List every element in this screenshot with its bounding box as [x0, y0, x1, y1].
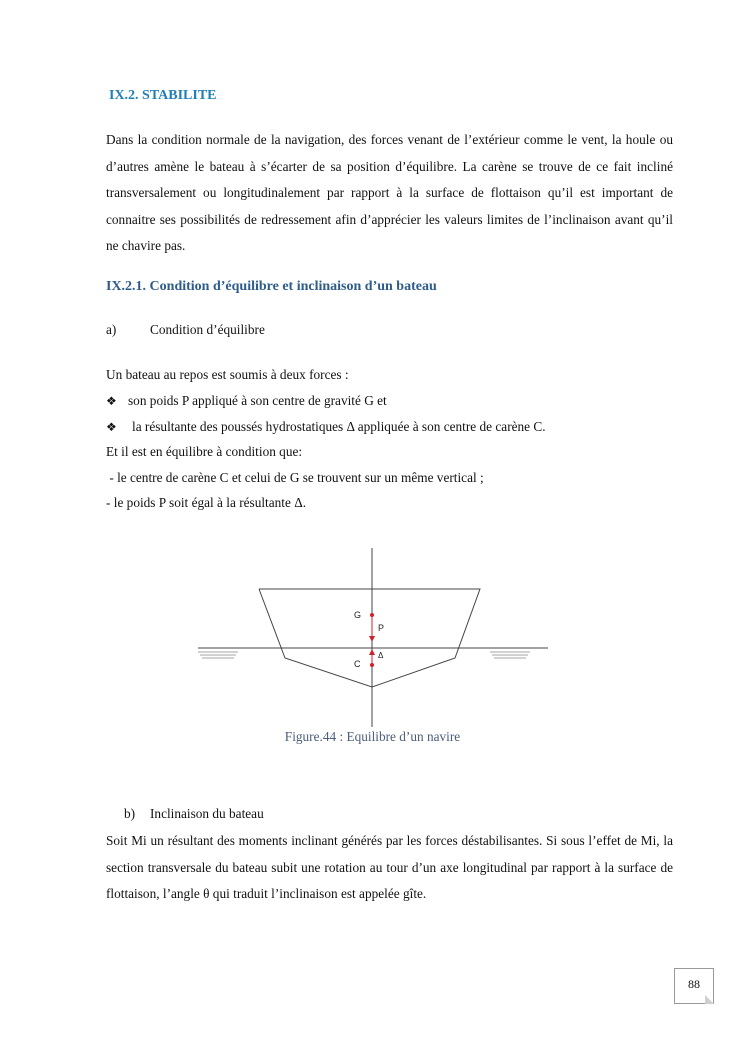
label-delta: Δ	[378, 651, 384, 660]
bullet-text: la résultante des poussés hydrostatiques Δ appliquée à son centre de carène C.	[132, 419, 546, 434]
condition-intro: Et il est en équilibre à condition que:	[106, 444, 303, 459]
page-number: 88	[688, 977, 700, 991]
bullet-item	[106, 419, 546, 435]
label-p: P	[378, 623, 385, 633]
buoyancy-center-point	[370, 663, 374, 667]
bullet-item	[106, 393, 387, 409]
item-a-text: Condition d’équilibre	[150, 322, 265, 337]
water-hatch-right	[490, 652, 530, 658]
buoyancy-arrow-head	[369, 649, 375, 655]
figure-caption: Figure.44 : Equilibre d’un navire	[284, 729, 461, 744]
item-a-label: a)	[106, 322, 117, 337]
bullet-text: son poids P appliqué à son centre de gravité G et	[128, 393, 387, 408]
intro-paragraph: Dans la condition normale de la navigation, des forces venant de l’extérieur comme le vent, la houle ou d’autres amène le bateau à s’écarter de sa position d’équilibre. La carène se trouve de ce fait incliné transversalement ou longitudinalement par rapport à la surface de flottaison qu’il est important de connaitre ses possibilités de redressement afin d’apprécier les valeurs limites de l’inclinaison avant qu’il ne chavire pas.	[106, 132, 673, 253]
forces-intro: Un bateau au repos est soumis à deux forces :	[106, 367, 349, 382]
item-b-text: Inclinaison du bateau	[150, 806, 264, 821]
diamond-bullet-icon: ❖	[106, 394, 117, 408]
condition-item: - le poids P soit égal à la résultante Δ.	[106, 495, 307, 510]
water-hatch-left	[198, 652, 238, 658]
label-c: C	[354, 659, 361, 669]
hull-outline	[259, 589, 480, 687]
gravity-center-point	[370, 613, 374, 617]
page-curl-icon	[705, 995, 714, 1004]
condition-item: - le centre de carène C et celui de G se trouvent sur un même vertical ;	[106, 470, 484, 485]
ship-equilibrium-figure	[190, 545, 555, 730]
item-b	[124, 806, 264, 822]
label-g: G	[354, 610, 362, 620]
inclination-paragraph: Soit Mi un résultant des moments inclinant générés par les forces déstabilisantes. Si sous l’effet de Mi, la section transversale du bateau subit une rotation au tour d’un axe longitudinal par rapport à la surface de flottaison, l’angle θ qui traduit l’inclinaison est appelée gîte.	[106, 833, 673, 901]
page-number-box	[674, 968, 714, 1004]
item-a	[106, 322, 265, 338]
section-title: IX.2. STABILITE	[109, 88, 217, 103]
weight-arrow-head	[369, 636, 375, 642]
item-b-label: b)	[124, 806, 136, 821]
diamond-bullet-icon: ❖	[106, 420, 117, 434]
subsection-title: IX.2.1. Condition d’équilibre et inclinaison d’un bateau	[106, 279, 437, 294]
